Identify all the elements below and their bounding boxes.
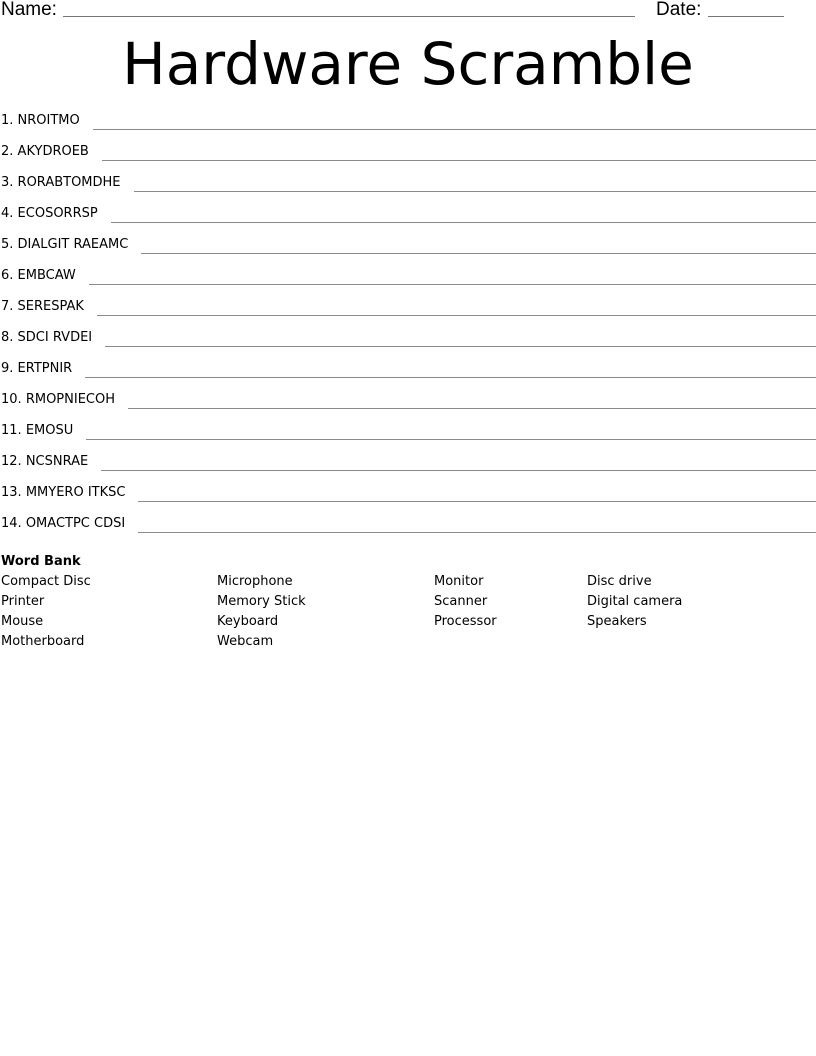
question-number: 11. [1, 423, 22, 438]
word-bank-item: Mouse [1, 614, 44, 629]
question-row [0, 422, 816, 453]
question-number: 14. [1, 516, 22, 531]
question-row [0, 484, 816, 515]
question-text [0, 422, 73, 440]
scrambled-word: SDCI RVDEI [17, 330, 93, 345]
question-row [0, 453, 816, 484]
scrambled-word: AKYDROEB [17, 144, 89, 159]
question-text [0, 329, 92, 347]
scrambled-word: ERTPNIR [17, 361, 73, 376]
answer-line[interactable] [105, 346, 816, 347]
word-bank-title: Word Bank [1, 554, 81, 569]
question-text [0, 236, 128, 254]
question-number: 13. [1, 485, 22, 500]
scrambled-word: DIALGIT RAEAMC [17, 237, 129, 252]
word-bank-item: Printer [1, 594, 45, 609]
page-title: Hardware Scramble [122, 30, 694, 98]
question-text [0, 174, 121, 192]
word-bank [0, 573, 816, 663]
word-bank-item: Monitor [434, 574, 484, 589]
question-number: 5. [1, 237, 14, 252]
question-list [0, 112, 816, 546]
question-text [0, 515, 125, 533]
scrambled-word: MMYERO ITKSC [25, 485, 126, 500]
question-row [0, 515, 816, 546]
word-bank-item: Processor [434, 614, 497, 629]
question-row [0, 236, 816, 267]
date-label: Date: [656, 0, 702, 20]
question-number: 10. [1, 392, 22, 407]
question-text [0, 453, 88, 471]
question-text [0, 360, 72, 378]
question-row [0, 360, 816, 391]
name-field-line[interactable] [63, 16, 635, 17]
answer-line[interactable] [97, 315, 816, 316]
word-bank-item: Speakers [587, 614, 647, 629]
word-bank-item: Microphone [217, 574, 293, 589]
scrambled-word: EMOSU [25, 423, 74, 438]
question-number: 9. [1, 361, 14, 376]
word-bank-item: Webcam [217, 634, 274, 649]
question-row [0, 298, 816, 329]
word-bank-item: Disc drive [587, 574, 652, 589]
question-row [0, 174, 816, 205]
answer-line[interactable] [138, 532, 816, 533]
scrambled-word: SERESPAK [17, 299, 84, 314]
question-text [0, 484, 125, 502]
question-number: 7. [1, 299, 14, 314]
scrambled-word: RORABTOMDHE [17, 175, 121, 190]
scrambled-word: NROITMO [17, 113, 80, 128]
date-field-line[interactable] [708, 16, 784, 17]
question-row [0, 112, 816, 143]
question-row [0, 329, 816, 360]
word-bank-item: Scanner [434, 594, 488, 609]
question-row [0, 391, 816, 422]
question-number: 8. [1, 330, 14, 345]
scrambled-word: OMACTPC CDSI [25, 516, 126, 531]
question-text [0, 112, 80, 130]
word-bank-item: Keyboard [217, 614, 279, 629]
question-text [0, 205, 98, 223]
question-row [0, 267, 816, 298]
scrambled-word: NCSNRAE [25, 454, 89, 469]
question-number: 3. [1, 175, 14, 190]
question-number: 6. [1, 268, 14, 283]
answer-line[interactable] [101, 470, 816, 471]
answer-line[interactable] [138, 501, 816, 502]
question-text [0, 298, 84, 316]
scrambled-word: EMBCAW [17, 268, 76, 283]
answer-line[interactable] [85, 377, 816, 378]
answer-line[interactable] [86, 439, 816, 440]
question-text [0, 267, 76, 285]
answer-line[interactable] [93, 129, 816, 130]
answer-line[interactable] [102, 160, 816, 161]
question-number: 12. [1, 454, 22, 469]
name-label: Name: [1, 0, 57, 20]
word-bank-item: Compact Disc [1, 574, 91, 589]
question-row [0, 143, 816, 174]
question-row [0, 205, 816, 236]
header [0, 0, 816, 22]
answer-line[interactable] [134, 191, 816, 192]
question-number: 1. [1, 113, 14, 128]
answer-line[interactable] [141, 253, 816, 254]
answer-line[interactable] [111, 222, 816, 223]
word-bank-item: Digital camera [587, 594, 683, 609]
answer-line[interactable] [128, 408, 816, 409]
word-bank-item: Memory Stick [217, 594, 306, 609]
question-number: 4. [1, 206, 14, 221]
scrambled-word: ECOSORRSP [17, 206, 98, 221]
question-number: 2. [1, 144, 14, 159]
answer-line[interactable] [89, 284, 816, 285]
question-text [0, 143, 89, 161]
word-bank-item: Motherboard [1, 634, 85, 649]
scrambled-word: RMOPNIECOH [25, 392, 116, 407]
question-text [0, 391, 115, 409]
